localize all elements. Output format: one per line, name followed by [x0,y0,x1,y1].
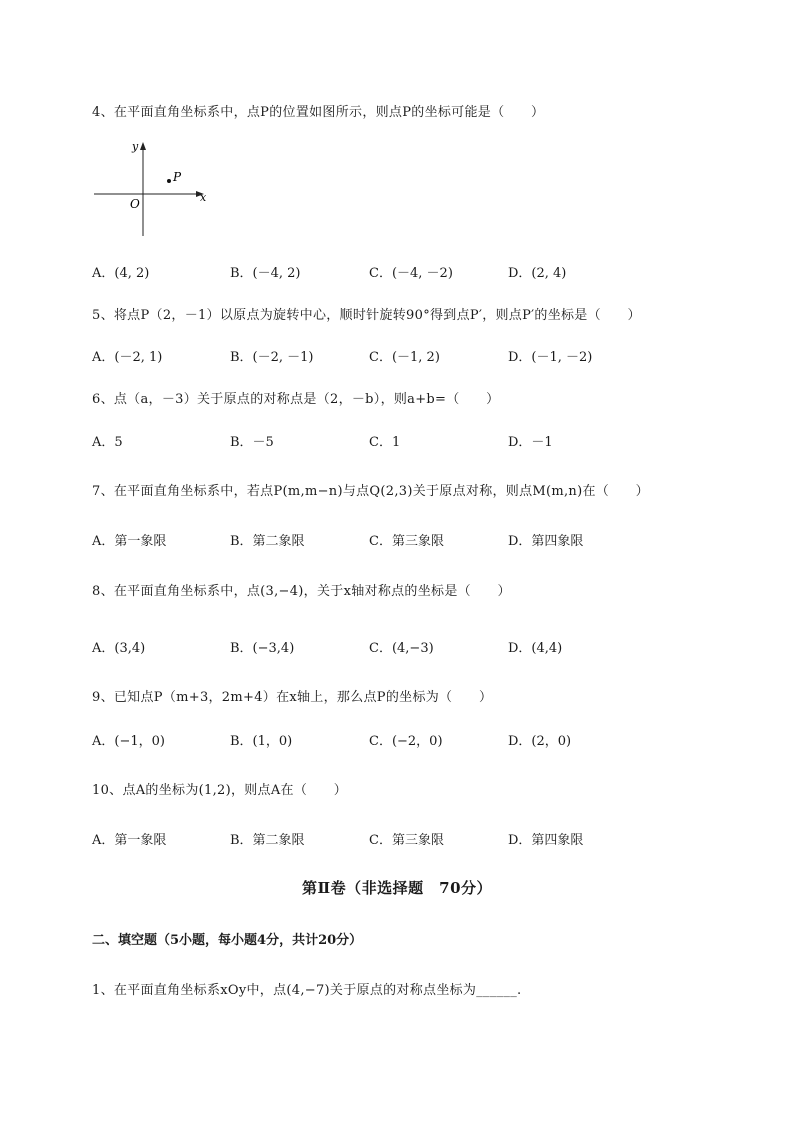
option-c: C．1 [369,435,401,450]
option-b: B．第二象限 [230,534,305,549]
option-c: C．(－1, 2) [369,350,440,365]
option-b: B．第二象限 [230,833,305,848]
question-9-options [92,730,692,748]
option-a: A．5 [92,435,123,450]
origin-label: O [130,197,140,211]
option-c: C．第三象限 [369,534,444,549]
question-10-text: 10、点A的坐标为(1,2)，则点A在（ ） [92,783,348,798]
question-8-text: 8、在平面直角坐标系中，点(3,−4)，关于x轴对称点的坐标是（ ） [92,584,511,599]
option-d: D．第四象限 [508,534,584,549]
option-d: D．(2，0) [508,734,572,749]
question-7-text: 7、在平面直角坐标系中，若点P(m,m−n)与点Q(2,3)关于原点对称，则点M(m,n)在（ ） [92,484,649,499]
option-c: C．(－4, －2) [369,266,453,281]
option-d: D．(4,4) [508,641,563,656]
option-d: D．第四象限 [508,833,584,848]
question-8-options [92,637,692,655]
fill-in-part-title: 二、填空题（5小题，每小题4分，共计20分） [92,933,363,948]
point-p-marker [167,179,171,183]
question-9-text: 9、已知点P（m+3，2m+4）在x轴上，那么点P的坐标为（ ） [92,690,493,705]
option-d: D．－1 [508,435,553,450]
question-4-coordinate-figure [92,138,212,240]
question-4-options [92,262,692,280]
question-10-options [92,829,692,847]
question-6-text: 6、点（a，－3）关于原点的对称点是（2，－b），则a+b=（ ） [92,392,500,407]
section-2-title: 第Ⅱ卷（非选择题 70分） [301,879,493,897]
point-p-label: P [173,170,182,184]
option-a: A．(−1，0) [92,734,165,749]
option-a: A．第一象限 [92,534,167,549]
option-d: D．(2, 4) [508,266,567,281]
option-b: B．(−3,4) [230,641,295,656]
option-a: A．第一象限 [92,833,167,848]
option-d: D．(－1, －2) [508,350,593,365]
option-b: B．(－4, 2) [230,266,301,281]
y-axis-arrow-icon [140,142,146,150]
question-5-text: 5、将点P（2，－1）以原点为旋转中心，顺时针旋转90°得到点P′，则点P′的坐标是（ ） [92,308,641,323]
option-a: A．(－2, 1) [92,350,163,365]
question-6-options [92,431,692,449]
option-a: A．(4, 2) [92,266,150,281]
option-c: C．(−2，0) [369,734,443,749]
question-5-options [92,346,692,364]
y-axis-label: y [132,140,139,153]
question-4-text: 4、在平面直角坐标系中，点P的位置如图所示，则点P的坐标可能是（ ） [92,105,545,120]
option-c: C．(4,−3) [369,641,434,656]
question-7-options [92,530,692,548]
option-b: B．(1，0) [230,734,293,749]
option-a: A．(3,4) [92,641,146,656]
x-axis-label: x [200,191,207,204]
option-c: C．第三象限 [369,833,444,848]
option-b: B．－5 [230,435,274,450]
fill-question-1-text: 1、在平面直角坐标系xOy中，点(4,−7)关于原点的对称点坐标为______. [92,983,522,998]
option-b: B．(－2, －1) [230,350,314,365]
